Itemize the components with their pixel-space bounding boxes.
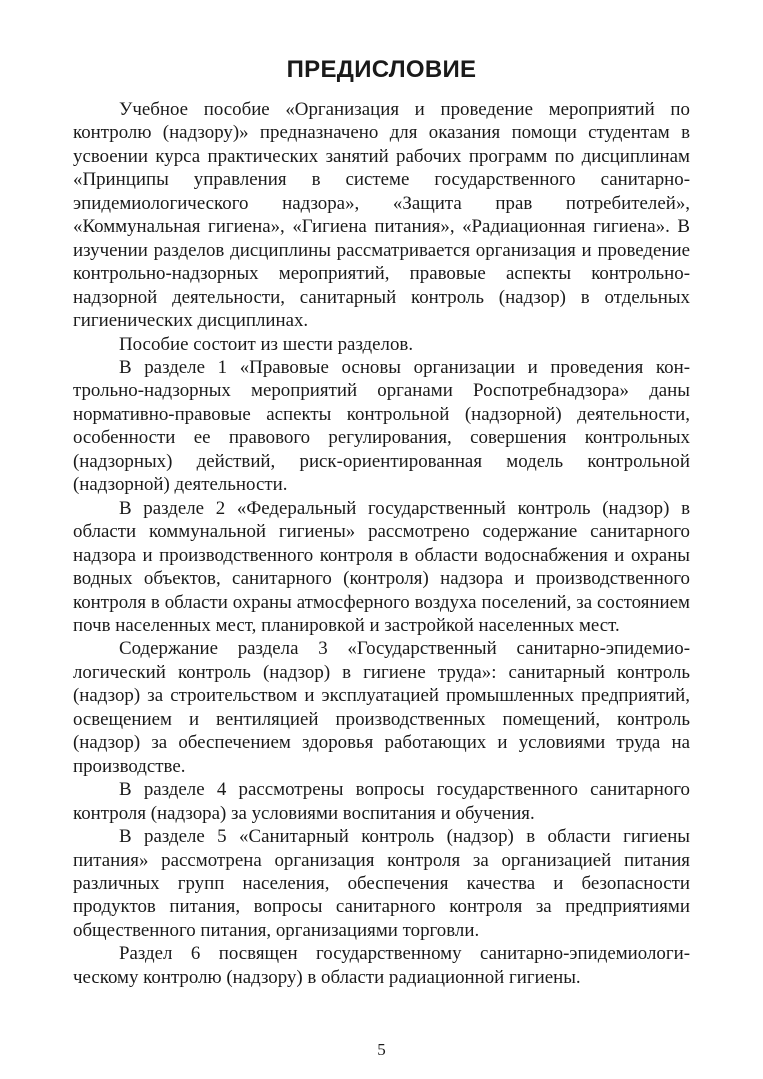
paragraph-sections-count: Пособие состоит из шести разделов. xyxy=(119,333,414,355)
page-number: 5 xyxy=(377,1040,386,1059)
page-title: ПРЕДИСЛОВИЕ xyxy=(286,56,477,83)
paragraph-section-5: В разделе 5 «Санитарный контроль (надзор) в области гигиены питания» рассмотрена организация контроля за организацией питания различных групп населения, обеспечения качества и безопасности продуктов питания, вопросы санитарного контроля за предприятиями общественного питания, организациями торговли. xyxy=(73,826,690,941)
paragraph-section-1: В разделе 1 «Правовые основы организации и проведения контрольно-надзорных мероприятий органами Роспотребнадзора» даны нормативно-правовые аспекты контрольной (надзорной) деятельности, особенности ее правового регулирования, совершения контрольных (надзорных) действий, риск-ориентированная модель контрольной (надзорной) деятельности. xyxy=(73,356,690,496)
paragraph-intro: Учебное пособие «Организация и проведение мероприятий по контролю (надзору)» предназначено для оказания помощи студентам в усвоении курса практических занятий рабочих программ по дисциплинам «Принципы управления в системе государственного санитарно-эпидемиологического надзора», «Защита прав потребителей», «Коммунальная гигиена», «Гигиена питания», «Радиационная гигиена». В изучении разделов дисциплины рассматривается организация и проведение контрольно-надзорных мероприятий, правовые аспекты контрольно-надзорной деятельности, санитарный контроль (надзор) в отдельных гигиенических дисциплинах. xyxy=(73,99,690,332)
paragraph-section-4: В разделе 4 рассмотрены вопросы государственного санитарного контроля (надзора) за условиями воспитания и обучения. xyxy=(73,779,690,824)
paragraph-section-2: В разделе 2 «Федеральный государственный контроль (надзор) в области коммунальной гигиены» рассмотрено содержание санитарного надзора и производственного контроля в области водоснабжения и охраны водных объектов, санитарного (контроля) надзора и производственного контроля в области охраны атмосферного воздуха поселений, за состоянием почв населенных мест, планировкой и застройкой населенных мест. xyxy=(73,497,690,636)
body-text xyxy=(73,98,690,989)
paragraph-section-3: Содержание раздела 3 «Государственный санитарно-эпидемиологический контроль (надзор) в гигиене труда»: санитарный контроль (надзор) за строительством и эксплуатацией промышленных предприятий, освещением и вентиляцией производственных помещений, контроль (надзор) за обеспечением здоровья работающих и условиями труда на производстве. xyxy=(73,638,690,777)
paragraph-section-6: Раздел 6 посвящен государственному санитарно-эпидемиологическому контролю (надзору) в области радиационной гигиены. xyxy=(73,943,690,988)
